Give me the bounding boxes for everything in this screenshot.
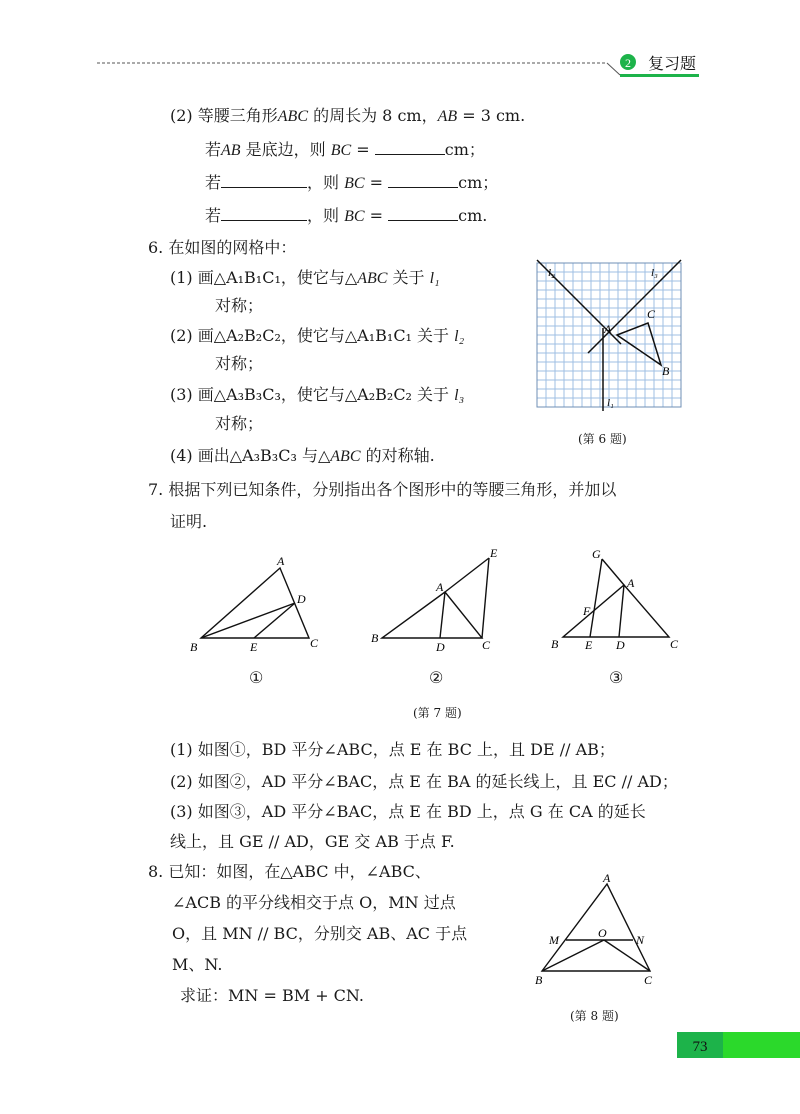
q7-figure-2 [365, 545, 515, 655]
label-l2: l₂ [548, 267, 555, 279]
q8-figure [532, 868, 672, 992]
page-number-band [677, 1032, 800, 1058]
page-number: 73 [692, 1039, 708, 1055]
label-e: E [250, 640, 258, 654]
answer-blank[interactable] [375, 140, 445, 155]
q7-item-1: (1) 如图①，BD 平分∠ABC，点 E 在 BC 上，且 DE // AB； [170, 740, 615, 759]
q7-figure-1 [185, 548, 335, 658]
q6-stem: 6. 在如图的网格中： [148, 238, 297, 257]
q7-stem-cont: 证明. [170, 512, 208, 531]
segment-de [254, 603, 295, 638]
segment-ge [590, 559, 602, 637]
q7-item-3: (3) 如图③，AD 平分∠BAC，点 E 在 BD 上，点 G 在 CA 的延长 [170, 802, 646, 821]
label-c: C [670, 637, 679, 651]
triangle-abc [542, 884, 650, 971]
q8-line-5: 求证：MN = BM + CN. [180, 986, 364, 1005]
label-g: G [592, 547, 601, 561]
page-band-bar [723, 1032, 800, 1058]
segment-ec [482, 558, 489, 638]
q8-line-3: O，且 MN // BC，分别交 AB、AC 于点 [172, 924, 468, 943]
segment-ad [440, 592, 445, 638]
label-b: B [662, 364, 670, 378]
label-b: B [535, 973, 543, 987]
label-c: C [310, 636, 319, 650]
q8-line-4: M、N. [172, 955, 223, 974]
q8-line-1: 8. 已知：如图，在△ABC 中，∠ABC、 [148, 862, 431, 881]
q7-item-2: (2) 如图②，AD 平分∠BAC，点 E 在 BA 的延长线上，且 EC // AD； [170, 772, 678, 791]
triangle-abc [382, 592, 482, 638]
chapter-title: 复习题 [648, 56, 697, 73]
label-l3: l₃ [651, 267, 658, 279]
q7-item-3-cont: 线上，且 GE // AD，GE 交 AB 于点 F. [170, 832, 455, 851]
label-e: E [490, 546, 498, 560]
label-d: D [297, 592, 306, 606]
q7-stem: 7. 根据下列已知条件，分别指出各个图形中的等腰三角形，并加以 [148, 480, 617, 499]
q7-fig-label-2: ② [429, 668, 444, 687]
q6-caption: (第 6 题) [578, 432, 627, 446]
segment-ae [445, 558, 489, 592]
label-c: C [647, 307, 656, 321]
q8-caption: (第 8 题) [570, 1009, 619, 1023]
label-a: A [604, 322, 612, 336]
segment-ad [619, 585, 624, 637]
answer-blank[interactable] [221, 173, 307, 188]
label-b: B [551, 637, 559, 651]
q7-caption: (第 7 题) [413, 706, 462, 720]
q6-item-1-cont: 对称； [215, 296, 264, 315]
q6-item-3: (3) 画△A₃B₃C₃，使它与△A₂B₂C₂ 关于 l₃ [170, 385, 465, 404]
label-d: D [616, 638, 625, 652]
header-tick [607, 63, 620, 75]
header-underline [620, 74, 699, 77]
label-a: A [603, 871, 611, 885]
triangle-abc [563, 585, 669, 637]
label-c: C [482, 638, 491, 652]
q5-line-2: 若 ，则 BC = cm； [205, 173, 499, 192]
label-o: O [598, 926, 607, 940]
q5-part2-stem: (2) 等腰三角形ABC 的周长为 8 cm，AB = 3 cm. [170, 106, 526, 125]
label-f: F [583, 604, 591, 618]
label-e: E [585, 638, 593, 652]
q8-line-2: ∠ACB 的平分线相交于点 O，MN 过点 [172, 893, 456, 912]
segment-bd [201, 603, 295, 638]
q7-fig-label-1: ① [249, 668, 264, 687]
answer-blank[interactable] [221, 206, 307, 221]
label-l1: l₁ [607, 397, 614, 409]
segment-ag [602, 559, 624, 585]
q7-figure-3 [545, 545, 695, 655]
answer-blank[interactable] [388, 173, 458, 188]
q6-item-2-cont: 对称； [215, 354, 264, 373]
label-a: A [277, 554, 285, 568]
label-a: A [436, 580, 444, 594]
answer-blank[interactable] [388, 206, 458, 221]
label-a: A [627, 576, 635, 590]
chapter-number: 2 [625, 56, 631, 70]
line-l3 [588, 260, 681, 353]
q6-item-4: (4) 画出△A₃B₃C₃ 与△ABC 的对称轴. [170, 446, 435, 465]
q6-item-1: (1) 画△A₁B₁C₁，使它与△ABC 关于 l₁ [170, 268, 440, 287]
label-d: D [436, 640, 445, 654]
q6-item-2: (2) 画△A₂B₂C₂，使它与△A₁B₁C₁ 关于 l₂ [170, 326, 465, 345]
page-header [0, 0, 800, 90]
label-b: B [371, 631, 379, 645]
label-n: N [636, 933, 645, 947]
triangle-abc [201, 568, 309, 638]
q7-fig-label-3: ③ [609, 668, 624, 687]
q5-line-3: 若 ，则 BC = cm. [205, 206, 488, 225]
label-b: B [190, 640, 198, 654]
q6-grid-figure [530, 256, 688, 416]
label-m: M [549, 933, 559, 947]
q5-line-1: 若AB 是底边，则 BC = cm； [205, 140, 485, 159]
label-c: C [644, 973, 653, 987]
q6-item-3-cont: 对称； [215, 414, 264, 433]
